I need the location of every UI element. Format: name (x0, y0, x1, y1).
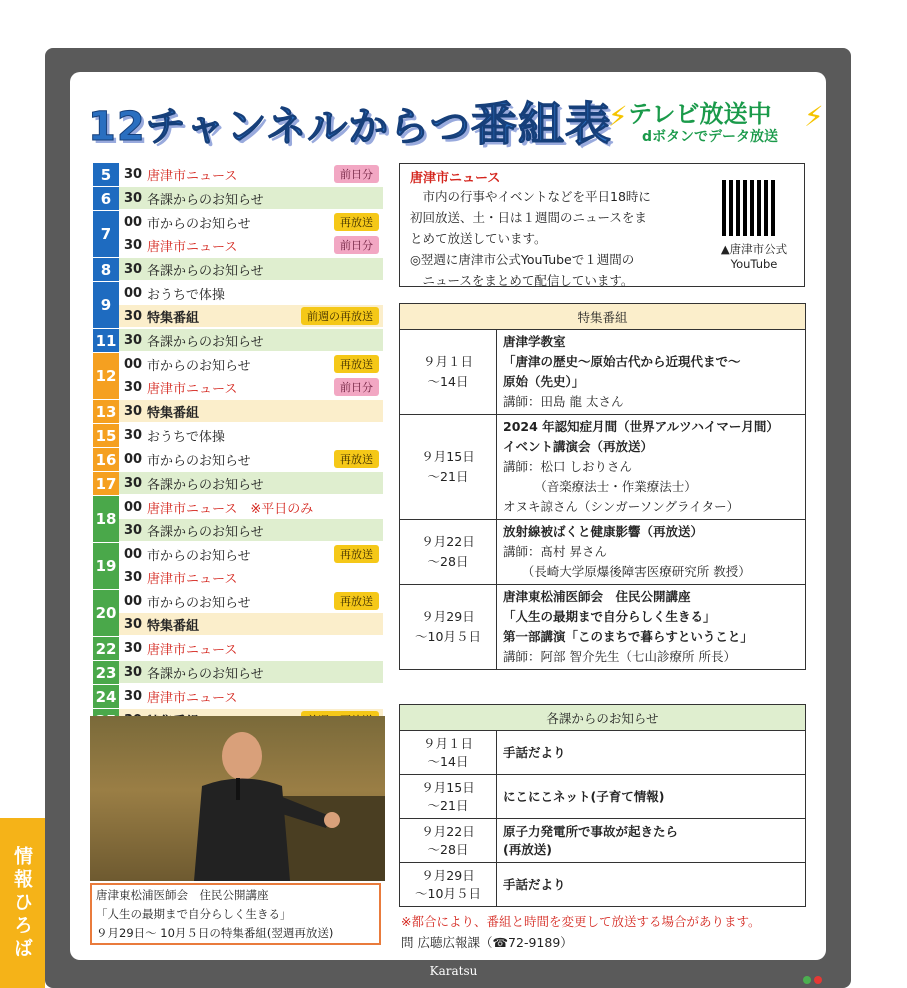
program-row (119, 353, 383, 376)
program-name: 各課からのお知らせ (147, 334, 264, 350)
schedule-slot (93, 187, 383, 211)
news-line: ◎翌週に唐津市公式YouTubeで１週間の (410, 252, 635, 267)
hour-label: 13 (93, 400, 119, 423)
schedule-slot (93, 661, 383, 685)
minute-label: 30 (123, 166, 143, 182)
qr-caption-line: YouTube (730, 257, 778, 271)
minute-label: 00 (123, 451, 143, 467)
program-row (119, 496, 383, 519)
content-line: 唐津学教室 (503, 334, 566, 349)
section-tab: 情報ひろば (0, 818, 45, 988)
hour-label: 19 (93, 543, 119, 589)
qr-caption (708, 242, 800, 272)
date-line: ～28日 (427, 841, 469, 857)
minute-label: 30 (123, 237, 143, 253)
hour-label: 17 (93, 472, 119, 495)
program-name: 唐津市ニュース (147, 239, 238, 255)
schedule-slot (93, 543, 383, 590)
table-row (400, 863, 806, 907)
hour-label: 12 (93, 353, 119, 399)
table-row (400, 775, 806, 819)
program-row (119, 685, 383, 708)
content-cell (497, 415, 806, 520)
program-row (119, 448, 383, 471)
lightning-icon: ⚡ (608, 100, 628, 133)
content-line: 原始（先史）」 (503, 374, 585, 389)
date-line: ９月22日 (421, 534, 475, 549)
program-name: 各課からのお知らせ (147, 666, 264, 682)
content-line: 講師：阿部 智介先生（七山診療所 所長） (503, 649, 736, 664)
date-line: ９月15日 (421, 779, 475, 795)
lightning-icon: ⚡ (804, 100, 824, 133)
program-row (119, 282, 383, 305)
date-line: ～14日 (427, 374, 469, 389)
program-row (119, 519, 383, 542)
photo-caption (90, 883, 381, 945)
schedule-slot (93, 590, 383, 637)
footer-label: Karatsu (429, 964, 478, 978)
minute-label: 30 (123, 308, 143, 324)
schedule-slot (93, 163, 383, 187)
content-cell (497, 731, 806, 775)
program-row (119, 637, 383, 660)
program-row (119, 258, 383, 281)
program-row (119, 163, 383, 186)
content-cell (497, 330, 806, 415)
program-name: 特集番組 (147, 618, 200, 634)
news-box (399, 163, 805, 287)
content-cell (497, 585, 806, 670)
program-name: 唐津市ニュース (147, 690, 238, 706)
minute-label: 30 (123, 190, 143, 206)
schedule-slot (93, 496, 383, 543)
date-line: ９月１日 (422, 354, 473, 369)
news-line: 初回放送、土・日は１週間のニュースをま (410, 210, 647, 225)
date-line: ～14日 (427, 753, 469, 769)
tv-badge (608, 90, 828, 150)
program-name: 唐津市ニュース (147, 642, 238, 658)
dot-icon (803, 976, 811, 984)
program-row (119, 400, 383, 423)
hour-label: 22 (93, 637, 119, 660)
program-name: 各課からのお知らせ (147, 263, 264, 279)
date-line: ～28日 (427, 554, 469, 569)
program-row (119, 329, 383, 352)
table-row (400, 585, 806, 670)
content-cell (497, 863, 806, 907)
date-cell (400, 415, 497, 520)
tokushu-table (399, 303, 806, 670)
qr-caption-line: ▲唐津市公式 (720, 242, 788, 256)
content-line: 手話だより (503, 876, 566, 892)
content-line: (再放送) (503, 841, 552, 857)
program-tag: 前日分 (334, 378, 379, 396)
tv-badge-sub: dボタンでデータ放送 (642, 129, 779, 145)
content-line: 2024 年認知症月間（世界アルツハイマー月間） (503, 419, 779, 434)
content-line: 講師：松口 しおりさん (503, 459, 632, 474)
program-name: 市からのお知らせ (147, 216, 251, 232)
content-line: にこにこネット(子育て情報) (503, 788, 665, 804)
program-tag: 前日分 (334, 236, 379, 254)
minute-label: 30 (123, 332, 143, 348)
minute-label: 30 (123, 640, 143, 656)
content-line: 「唐津の歴史～原始古代から近現代まで～ (503, 354, 741, 369)
program-row (119, 590, 383, 613)
hour-label: 15 (93, 424, 119, 447)
program-row (119, 424, 383, 447)
schedule-slot (93, 448, 383, 472)
program-name: 各課からのお知らせ (147, 192, 264, 208)
date-line: ～10月５日 (415, 885, 481, 901)
date-cell (400, 731, 497, 775)
hour-label: 6 (93, 187, 119, 210)
minute-label: 30 (123, 616, 143, 632)
minute-label: 30 (123, 664, 143, 680)
caption-line: 唐津東松浦医師会 住民公開講座 (96, 888, 269, 902)
program-name: 各課からのお知らせ (147, 524, 264, 540)
program-name: 特集番組 (147, 310, 200, 326)
program-row (119, 305, 383, 328)
minute-label: 30 (123, 475, 143, 491)
minute-label: 30 (123, 379, 143, 395)
date-line: ９月29日 (421, 867, 475, 883)
hour-label: 23 (93, 661, 119, 684)
minute-label: 30 (123, 522, 143, 538)
hour-label: 24 (93, 685, 119, 708)
minute-label: 30 (123, 569, 143, 585)
program-row (119, 566, 383, 589)
page-dots (800, 969, 822, 988)
news-line: 市内の行事やイベントなどを平日18時に (410, 189, 651, 204)
hour-label: 16 (93, 448, 119, 471)
contact-info: 問 広聴広報課（☎72-9189） (401, 935, 573, 950)
hour-label: 9 (93, 282, 119, 328)
hour-label: 7 (93, 211, 119, 257)
news-line: ニュースをまとめて配信しています。 (410, 273, 634, 288)
schedule-slot (93, 353, 383, 400)
content-line: 第一部講演「このまちで暮らすということ」 (503, 629, 753, 644)
program-row (119, 234, 383, 257)
program-row (119, 187, 383, 210)
schedule-list (93, 163, 383, 733)
program-name: 市からのお知らせ (147, 358, 251, 374)
content-cell (497, 775, 806, 819)
tv-badge-main: テレビ放送中 (628, 100, 772, 128)
program-row (119, 661, 383, 684)
header (88, 88, 828, 160)
date-line: ９月15日 (421, 449, 475, 464)
program-row (119, 613, 383, 636)
schedule-slot (93, 258, 383, 282)
date-cell (400, 330, 497, 415)
minute-label: 30 (123, 427, 143, 443)
date-cell (400, 520, 497, 585)
program-name: 特集番組 (147, 405, 200, 421)
minute-label: 00 (123, 356, 143, 372)
tokushu-header: 特集番組 (400, 304, 806, 330)
program-name: 唐津市ニュース ※平日のみ (147, 501, 314, 517)
content-line: 手話だより (503, 744, 566, 760)
date-line: ～21日 (427, 469, 469, 484)
date-line: ～21日 (427, 797, 469, 813)
program-tag: 再放送 (334, 213, 379, 231)
program-name: 各課からのお知らせ (147, 477, 264, 493)
table-row (400, 520, 806, 585)
date-line: ９月29日 (421, 609, 475, 624)
program-tag: 再放送 (334, 592, 379, 610)
content-line: 唐津東松浦医師会 住民公開講座 (503, 589, 691, 604)
schedule-slot (93, 282, 383, 329)
date-line: ９月１日 (422, 735, 473, 751)
hour-label: 11 (93, 329, 119, 352)
program-tag: 再放送 (334, 355, 379, 373)
caption-line: 「人生の最期まで自分らしく生きる」 (96, 907, 292, 921)
program-tag: 再放送 (334, 450, 379, 468)
program-name: おうちで体操 (147, 287, 225, 303)
schedule-slot (93, 211, 383, 258)
date-cell (400, 863, 497, 907)
minute-label: 00 (123, 214, 143, 230)
program-name: おうちで体操 (147, 429, 225, 445)
minute-label: 00 (123, 546, 143, 562)
content-cell (497, 819, 806, 863)
program-name: 唐津市ニュース (147, 571, 238, 587)
date-line: ～10月５日 (415, 629, 481, 644)
program-row (119, 543, 383, 566)
content-line: 講師：髙村 昇さん (503, 544, 607, 559)
schedule-slot (93, 400, 383, 424)
news-title: 唐津市ニュース (410, 171, 501, 186)
kaku-header: 各課からのお知らせ (400, 705, 806, 731)
minute-label: 00 (123, 285, 143, 301)
schedule-slot (93, 329, 383, 353)
table-row (400, 819, 806, 863)
table-row (400, 415, 806, 520)
program-row (119, 472, 383, 495)
table-row (400, 731, 806, 775)
schedule-slot (93, 637, 383, 661)
minute-label: 30 (123, 688, 143, 704)
content-line: （長崎大学原爆後障害医療研究所 教授） (503, 564, 751, 579)
hour-label: 5 (93, 163, 119, 186)
program-row (119, 376, 383, 399)
schedule-slot (93, 472, 383, 496)
minute-label: 00 (123, 499, 143, 515)
content-line: 「人生の最期まで自分らしく生きる」 (503, 609, 716, 624)
content-line: イベント講演会（再放送） (503, 439, 654, 454)
content-line: オヌキ諒さん（シンガーソングライター） (503, 499, 740, 514)
qr-code-icon[interactable] (722, 180, 778, 236)
program-name: 唐津市ニュース (147, 381, 238, 397)
page-title: 12チャンネルからつ番組表 (88, 97, 612, 151)
content-line: 放射線被ばくと健康影響（再放送） (503, 524, 704, 539)
caption-line: ９月29日～ 10月５日の特集番組(翌週再放送) (96, 926, 334, 940)
lecture-photo (90, 716, 385, 881)
dot-icon (814, 976, 822, 984)
news-body (410, 186, 700, 291)
date-line: ９月22日 (421, 823, 475, 839)
program-name: 市からのお知らせ (147, 453, 251, 469)
table-row (400, 330, 806, 415)
content-line: （音楽療法士・作業療法士） (503, 479, 697, 494)
date-cell (400, 585, 497, 670)
schedule-note: ※都合により、番組と時間を変更して放送する場合があります。 (401, 914, 761, 929)
program-name: 市からのお知らせ (147, 548, 251, 564)
program-name: 唐津市ニュース (147, 168, 238, 184)
kaku-table (399, 704, 806, 907)
hour-label: 20 (93, 590, 119, 636)
program-tag: 前日分 (334, 165, 379, 183)
program-tag: 再放送 (334, 545, 379, 563)
program-name: 市からのお知らせ (147, 595, 251, 611)
minute-label: 30 (123, 261, 143, 277)
program-row (119, 211, 383, 234)
program-tag: 前週の再放送 (301, 307, 379, 325)
news-line: とめて放送しています。 (410, 231, 547, 246)
content-line: 講師：田島 龍 太さん (503, 394, 624, 409)
hour-label: 8 (93, 258, 119, 281)
date-cell (400, 819, 497, 863)
schedule-slot (93, 424, 383, 448)
schedule-slot (93, 685, 383, 709)
minute-label: 00 (123, 593, 143, 609)
minute-label: 30 (123, 403, 143, 419)
date-cell (400, 775, 497, 819)
hour-label: 18 (93, 496, 119, 542)
content-cell (497, 520, 806, 585)
content-line: 原子力発電所で事故が起きたら (503, 823, 679, 839)
